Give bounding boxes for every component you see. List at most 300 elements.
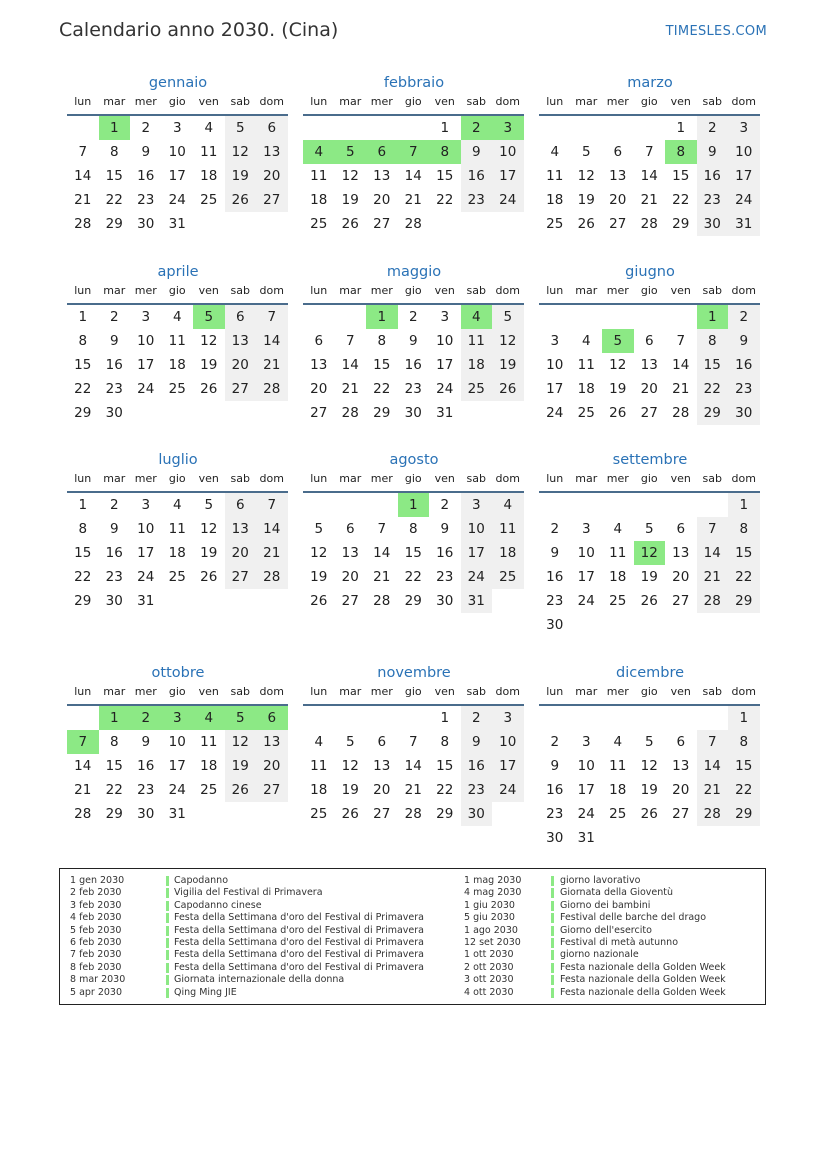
- day-cell: 11: [168, 333, 186, 349]
- day-cell: 19: [640, 782, 658, 798]
- day-cell: 27: [256, 188, 288, 212]
- day-cell: 1: [78, 309, 88, 325]
- day-cell: 22: [74, 381, 92, 397]
- day-cell: 20: [256, 164, 288, 188]
- weekday-header: lun: [67, 684, 99, 706]
- weekday-header: mer: [366, 283, 398, 305]
- month-febbraio: [303, 72, 525, 236]
- legend-color-marker: [166, 901, 169, 911]
- day-cell: 5: [193, 305, 225, 329]
- day-cell: 14: [640, 168, 658, 184]
- day-cell: 7: [78, 144, 88, 160]
- empty-cell: [67, 116, 99, 140]
- day-cell: 10: [577, 758, 595, 774]
- month-grid: [539, 94, 761, 236]
- day-cell: 25: [168, 569, 186, 585]
- day-cell: 26: [341, 216, 359, 232]
- day-cell: 26: [310, 593, 328, 609]
- empty-cell: [697, 493, 729, 517]
- month-name: gennaio: [148, 75, 208, 91]
- empty-cell: [539, 706, 571, 730]
- day-cell: 18: [461, 353, 493, 377]
- day-cell: 25: [310, 806, 328, 822]
- empty-cell: [602, 706, 634, 730]
- empty-cell: [634, 493, 666, 517]
- day-cell: 8: [78, 521, 88, 537]
- empty-cell: [303, 116, 335, 140]
- weekday-header: mar: [571, 283, 603, 305]
- day-cell: 7: [697, 517, 729, 541]
- day-cell: 18: [200, 758, 218, 774]
- day-cell: 7: [676, 333, 686, 349]
- day-cell: 13: [256, 140, 288, 164]
- empty-cell: [67, 706, 99, 730]
- day-cell: 7: [644, 144, 654, 160]
- day-cell: 20: [672, 569, 690, 585]
- day-cell: 8: [377, 333, 387, 349]
- empty-cell: [162, 401, 194, 425]
- day-cell: 24: [137, 569, 155, 585]
- day-cell: 1: [697, 305, 729, 329]
- day-cell: 15: [74, 545, 92, 561]
- day-cell: 17: [436, 357, 454, 373]
- weekday-header: mar: [571, 94, 603, 116]
- legend-color-marker: [166, 876, 169, 886]
- empty-cell: [225, 401, 257, 425]
- legend-date: 1 giu 2030: [464, 899, 515, 911]
- legend-color-marker: [551, 926, 554, 936]
- weekday-header: lun: [539, 471, 571, 493]
- day-cell: 16: [728, 353, 760, 377]
- day-cell: 22: [728, 778, 760, 802]
- day-cell: 6: [676, 734, 686, 750]
- empty-cell: [366, 116, 398, 140]
- day-cell: 9: [440, 521, 450, 537]
- weekday-header: gio: [162, 94, 194, 116]
- day-cell: 18: [609, 569, 627, 585]
- empty-cell: [571, 305, 603, 329]
- day-cell: 27: [640, 405, 658, 421]
- day-cell: 9: [550, 545, 560, 561]
- month-name: maggio: [386, 264, 442, 280]
- day-cell: 7: [67, 730, 99, 754]
- day-cell: 11: [461, 329, 493, 353]
- weekday-header: ven: [429, 283, 461, 305]
- day-cell: 21: [74, 782, 92, 798]
- day-cell: 17: [168, 758, 186, 774]
- day-cell: 21: [373, 569, 391, 585]
- day-cell: 8: [109, 144, 119, 160]
- day-cell: 31: [168, 216, 186, 232]
- legend-color-marker: [551, 938, 554, 948]
- day-cell: 23: [728, 377, 760, 401]
- weekday-header: gio: [398, 94, 430, 116]
- empty-cell: [571, 116, 603, 140]
- day-cell: 1: [440, 710, 450, 726]
- day-cell: 25: [168, 381, 186, 397]
- empty-cell: [665, 826, 697, 850]
- weekday-header: ven: [665, 283, 697, 305]
- day-cell: 2: [408, 309, 418, 325]
- day-cell: 16: [546, 569, 564, 585]
- day-cell: 4: [550, 144, 560, 160]
- day-cell: 27: [609, 216, 627, 232]
- legend-color-marker: [166, 975, 169, 985]
- day-cell: 13: [310, 357, 328, 373]
- legend-date: 1 ott 2030: [464, 949, 514, 961]
- day-cell: 24: [492, 778, 524, 802]
- day-cell: 23: [137, 192, 155, 208]
- legend-color-marker: [166, 888, 169, 898]
- weekday-header: gio: [634, 94, 666, 116]
- day-cell: 21: [256, 353, 288, 377]
- day-cell: 28: [74, 216, 92, 232]
- day-cell: 20: [341, 569, 359, 585]
- day-cell: 17: [546, 381, 564, 397]
- weekday-header: mer: [130, 283, 162, 305]
- weekday-header: sab: [225, 684, 257, 706]
- month-ottobre: [67, 662, 289, 826]
- day-cell: 13: [225, 329, 257, 353]
- day-cell: 30: [728, 401, 760, 425]
- weekday-header: mer: [130, 471, 162, 493]
- month-grid: [67, 283, 289, 425]
- empty-cell: [398, 116, 430, 140]
- empty-cell: [366, 493, 398, 517]
- day-cell: 7: [398, 140, 430, 164]
- day-cell: 24: [436, 381, 454, 397]
- empty-cell: [492, 802, 524, 826]
- day-cell: 23: [404, 381, 422, 397]
- day-cell: 10: [137, 521, 155, 537]
- day-cell: 22: [105, 192, 123, 208]
- day-cell: 31: [168, 806, 186, 822]
- day-cell: 14: [256, 517, 288, 541]
- empty-cell: [665, 706, 697, 730]
- weekday-header: dom: [492, 283, 524, 305]
- day-cell: 2: [141, 120, 151, 136]
- day-cell: 28: [341, 405, 359, 421]
- day-cell: 19: [609, 381, 627, 397]
- day-cell: 25: [609, 806, 627, 822]
- empty-cell: [303, 305, 335, 329]
- day-cell: 12: [492, 329, 524, 353]
- day-cell: 3: [581, 734, 591, 750]
- day-cell: 6: [644, 333, 654, 349]
- month-name: settembre: [612, 452, 688, 468]
- empty-cell: [130, 401, 162, 425]
- day-cell: 30: [436, 593, 454, 609]
- day-cell: 18: [546, 192, 564, 208]
- weekday-header: sab: [461, 94, 493, 116]
- day-cell: 23: [105, 381, 123, 397]
- day-cell: 21: [640, 192, 658, 208]
- day-cell: 12: [225, 140, 257, 164]
- empty-cell: [429, 212, 461, 236]
- day-cell: 11: [310, 168, 328, 184]
- weekday-header: dom: [728, 94, 760, 116]
- day-cell: 3: [141, 309, 151, 325]
- month-agosto: [303, 449, 525, 613]
- day-cell: 7: [408, 734, 418, 750]
- day-cell: 14: [256, 329, 288, 353]
- month-name: giugno: [625, 264, 675, 280]
- legend-holiday-name: giorno nazionale: [560, 949, 639, 961]
- legend-color-marker: [551, 963, 554, 973]
- day-cell: 8: [728, 517, 760, 541]
- empty-cell: [256, 401, 288, 425]
- weekday-header: lun: [539, 94, 571, 116]
- day-cell: 27: [341, 593, 359, 609]
- day-cell: 9: [109, 333, 119, 349]
- day-cell: 8: [440, 734, 450, 750]
- weekday-header: sab: [461, 471, 493, 493]
- day-cell: 29: [105, 216, 123, 232]
- day-cell: 19: [492, 353, 524, 377]
- day-cell: 3: [728, 116, 760, 140]
- day-cell: 14: [404, 758, 422, 774]
- weekday-header: dom: [256, 471, 288, 493]
- day-cell: 14: [74, 168, 92, 184]
- weekday-header: ven: [429, 94, 461, 116]
- day-cell: 1: [676, 120, 686, 136]
- day-cell: 17: [728, 164, 760, 188]
- empty-cell: [492, 589, 524, 613]
- day-cell: 23: [461, 778, 493, 802]
- day-cell: 5: [204, 497, 214, 513]
- legend-date: 3 feb 2030: [70, 899, 122, 911]
- day-cell: 24: [492, 188, 524, 212]
- day-cell: 9: [550, 758, 560, 774]
- empty-cell: [193, 212, 225, 236]
- day-cell: 14: [341, 357, 359, 373]
- day-cell: 12: [200, 333, 218, 349]
- day-cell: 1: [366, 305, 398, 329]
- day-cell: 22: [436, 192, 454, 208]
- empty-cell: [602, 305, 634, 329]
- day-cell: 26: [492, 377, 524, 401]
- day-cell: 4: [461, 305, 493, 329]
- day-cell: 19: [640, 569, 658, 585]
- month-settembre: [539, 449, 761, 637]
- day-cell: 16: [546, 782, 564, 798]
- page-title: Calendario anno 2030. (Cina): [59, 19, 339, 41]
- day-cell: 3: [550, 333, 560, 349]
- month-grid: [539, 684, 761, 850]
- day-cell: 13: [256, 730, 288, 754]
- day-cell: 19: [200, 545, 218, 561]
- day-cell: 5: [314, 521, 324, 537]
- day-cell: 26: [609, 405, 627, 421]
- day-cell: 4: [581, 333, 591, 349]
- day-cell: 15: [436, 168, 454, 184]
- month-grid: [67, 94, 289, 236]
- weekday-header: lun: [303, 471, 335, 493]
- day-cell: 20: [256, 754, 288, 778]
- empty-cell: [256, 589, 288, 613]
- day-cell: 9: [728, 329, 760, 353]
- legend-date: 4 ott 2030: [464, 986, 514, 998]
- day-cell: 31: [577, 830, 595, 846]
- legend-holiday-name: Festa della Settimana d'oro del Festival di Primavera: [174, 924, 424, 936]
- day-cell: 16: [404, 357, 422, 373]
- legend-color-marker: [551, 950, 554, 960]
- day-cell: 13: [373, 758, 391, 774]
- day-cell: 18: [168, 545, 186, 561]
- day-cell: 30: [105, 593, 123, 609]
- day-cell: 24: [728, 188, 760, 212]
- day-cell: 27: [373, 806, 391, 822]
- day-cell: 22: [436, 782, 454, 798]
- empty-cell: [571, 493, 603, 517]
- day-cell: 22: [404, 569, 422, 585]
- day-cell: 3: [172, 120, 182, 136]
- day-cell: 25: [577, 405, 595, 421]
- weekday-header: gio: [398, 471, 430, 493]
- day-cell: 12: [341, 168, 359, 184]
- weekday-header: lun: [303, 684, 335, 706]
- day-cell: 10: [137, 333, 155, 349]
- day-cell: 12: [640, 758, 658, 774]
- day-cell: 18: [577, 381, 595, 397]
- empty-cell: [539, 305, 571, 329]
- day-cell: 11: [168, 521, 186, 537]
- weekday-header: gio: [162, 684, 194, 706]
- day-cell: 15: [105, 168, 123, 184]
- day-cell: 16: [105, 357, 123, 373]
- month-gennaio: [67, 72, 289, 236]
- month-grid: [539, 471, 761, 637]
- day-cell: 16: [137, 168, 155, 184]
- day-cell: 11: [492, 517, 524, 541]
- day-cell: 11: [200, 734, 218, 750]
- day-cell: 30: [461, 802, 493, 826]
- legend-date: 1 gen 2030: [70, 875, 125, 886]
- day-cell: 2: [109, 497, 119, 513]
- day-cell: 31: [436, 405, 454, 421]
- weekday-header: sab: [225, 94, 257, 116]
- day-cell: 21: [404, 192, 422, 208]
- day-cell: 23: [461, 188, 493, 212]
- day-cell: 8: [78, 333, 88, 349]
- day-cell: 20: [225, 353, 257, 377]
- empty-cell: [697, 706, 729, 730]
- month-name: marzo: [627, 75, 673, 91]
- empty-cell: [398, 706, 430, 730]
- weekday-header: mar: [571, 471, 603, 493]
- weekday-header: ven: [193, 684, 225, 706]
- month-grid: [303, 94, 525, 236]
- day-cell: 17: [168, 168, 186, 184]
- day-cell: 22: [105, 782, 123, 798]
- day-cell: 12: [609, 357, 627, 373]
- empty-cell: [256, 212, 288, 236]
- day-cell: 8: [697, 329, 729, 353]
- day-cell: 12: [577, 168, 595, 184]
- month-name: aprile: [157, 264, 199, 280]
- day-cell: 11: [609, 758, 627, 774]
- month-name: dicembre: [615, 665, 685, 681]
- day-cell: 3: [440, 309, 450, 325]
- day-cell: 2: [697, 116, 729, 140]
- legend-date: 6 feb 2030: [70, 936, 122, 948]
- day-cell: 28: [404, 216, 422, 232]
- day-cell: 13: [672, 545, 690, 561]
- day-cell: 28: [373, 593, 391, 609]
- legend-holiday-name: Festival di metà autunno: [560, 936, 679, 948]
- day-cell: 19: [341, 782, 359, 798]
- empty-cell: [571, 706, 603, 730]
- day-cell: 12: [634, 541, 666, 565]
- legend-color-marker: [166, 963, 169, 973]
- day-cell: 15: [74, 357, 92, 373]
- day-cell: 29: [728, 589, 760, 613]
- day-cell: 1: [728, 706, 760, 730]
- day-cell: 10: [168, 734, 186, 750]
- day-cell: 18: [310, 192, 328, 208]
- weekday-header: mer: [130, 684, 162, 706]
- weekday-header: dom: [256, 283, 288, 305]
- legend-date: 5 apr 2030: [70, 986, 123, 998]
- day-cell: 10: [492, 730, 524, 754]
- weekday-header: ven: [665, 684, 697, 706]
- day-cell: 7: [697, 730, 729, 754]
- day-cell: 9: [141, 144, 151, 160]
- day-cell: 24: [577, 593, 595, 609]
- weekday-header: sab: [225, 471, 257, 493]
- empty-cell: [162, 589, 194, 613]
- weekday-header: lun: [539, 283, 571, 305]
- weekday-header: sab: [461, 684, 493, 706]
- day-cell: 14: [74, 758, 92, 774]
- holiday-legend: [59, 868, 766, 1005]
- day-cell: 27: [672, 806, 690, 822]
- day-cell: 24: [168, 782, 186, 798]
- weekday-header: sab: [697, 283, 729, 305]
- legend-holiday-name: Festival delle barche del drago: [560, 912, 707, 924]
- day-cell: 21: [404, 782, 422, 798]
- empty-cell: [634, 305, 666, 329]
- month-grid: [67, 684, 289, 826]
- empty-cell: [492, 212, 524, 236]
- legend-date: 7 feb 2030: [70, 949, 122, 961]
- day-cell: 18: [310, 782, 328, 798]
- day-cell: 5: [644, 521, 654, 537]
- day-cell: 12: [341, 758, 359, 774]
- day-cell: 24: [577, 806, 595, 822]
- day-cell: 21: [341, 381, 359, 397]
- empty-cell: [335, 706, 367, 730]
- day-cell: 13: [609, 168, 627, 184]
- empty-cell: [539, 493, 571, 517]
- month-luglio: [67, 449, 289, 613]
- day-cell: 28: [640, 216, 658, 232]
- day-cell: 26: [200, 381, 218, 397]
- day-cell: 16: [137, 758, 155, 774]
- day-cell: 2: [130, 706, 162, 730]
- day-cell: 10: [492, 140, 524, 164]
- day-cell: 28: [404, 806, 422, 822]
- day-cell: 4: [172, 497, 182, 513]
- day-cell: 7: [256, 305, 288, 329]
- weekday-header: mer: [130, 94, 162, 116]
- weekday-header: mar: [99, 94, 131, 116]
- day-cell: 25: [609, 593, 627, 609]
- legend-date: 1 ago 2030: [464, 924, 518, 936]
- day-cell: 30: [137, 216, 155, 232]
- site-link[interactable]: TIMESLES.COM: [665, 24, 767, 39]
- day-cell: 25: [200, 192, 218, 208]
